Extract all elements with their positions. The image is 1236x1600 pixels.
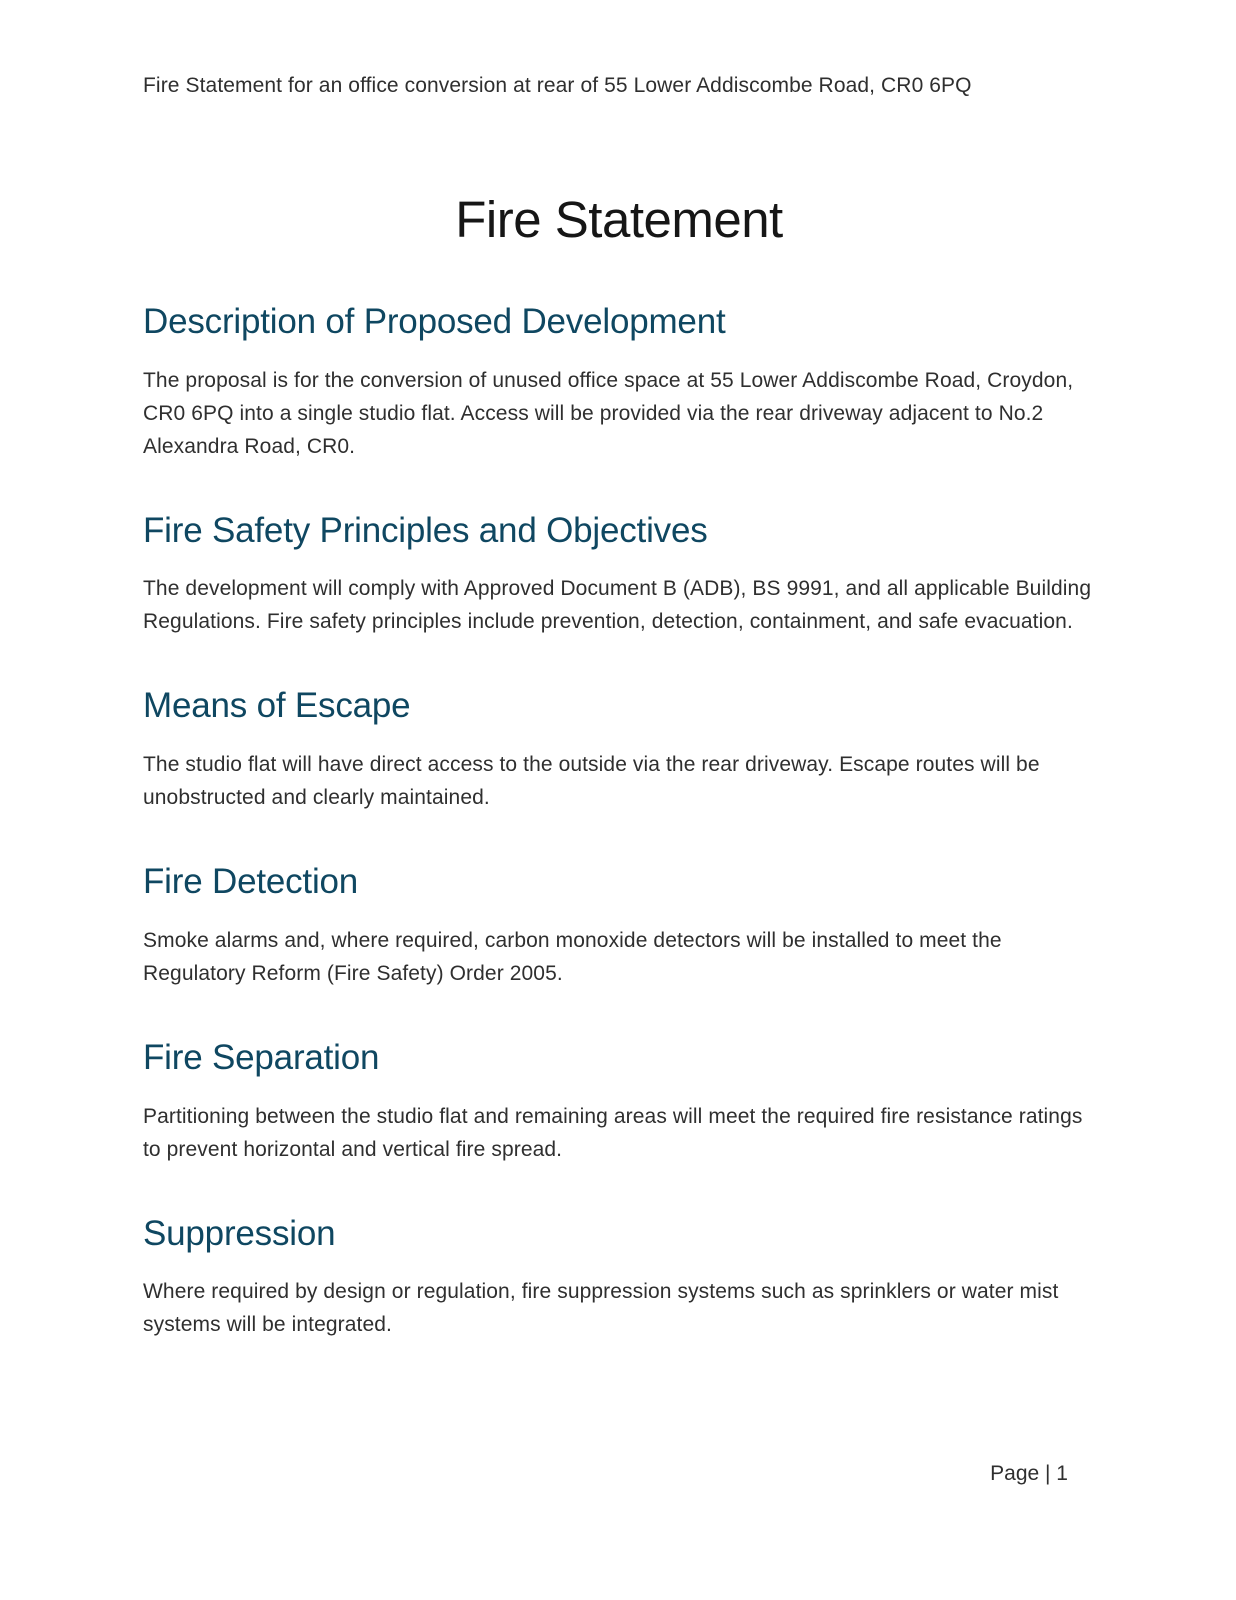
section-body: The development will comply with Approved Document B (ADB), BS 9991, and all applicable Building Regulations. Fire safety principles include prevention, detection, containment, and safe evacuation. <box>143 577 1092 634</box>
section-heading: Description of Proposed Development <box>143 301 726 341</box>
section-heading: Suppression <box>143 1213 336 1253</box>
page-number: Page | 1 <box>990 1462 1068 1485</box>
section-body: Where required by design or regulation, fire suppression systems such as sprinklers or water mist systems will be integrated. <box>143 1280 1059 1337</box>
section-suppression <box>143 1212 1095 1342</box>
section-body: The studio flat will have direct access to the outside via the rear driveway. Escape routes will be unobstructed and clearly maintained. <box>143 753 1040 810</box>
section-body: The proposal is for the conversion of unused office space at 55 Lower Addiscombe Road, Croydon, CR0 6PQ into a single studio flat. Access will be provided via the rear driveway adjacent to No.2 Alexandra Road, CR0. <box>143 368 1074 458</box>
section-heading: Fire Safety Principles and Objectives <box>143 510 708 550</box>
document-header: Fire Statement for an office conversion at rear of 55 Lower Addiscombe Road, CR0 6PQ <box>143 74 972 97</box>
section-fire-safety-principles <box>143 509 1095 639</box>
document-title: Fire Statement <box>455 191 783 249</box>
section-heading: Means of Escape <box>143 686 411 726</box>
section-fire-separation <box>143 1036 1095 1166</box>
section-description <box>143 300 1095 463</box>
section-heading: Fire Separation <box>143 1037 380 1077</box>
section-body: Partitioning between the studio flat and remaining areas will meet the required fire resistance ratings to prevent horizontal and vertical fire spread. <box>143 1104 1083 1161</box>
section-means-of-escape <box>143 684 1095 814</box>
section-heading: Fire Detection <box>143 862 359 902</box>
section-fire-detection <box>143 860 1095 990</box>
section-body: Smoke alarms and, where required, carbon monoxide detectors will be installed to meet the Regulatory Reform (Fire Safety) Order 2005. <box>143 928 1002 985</box>
